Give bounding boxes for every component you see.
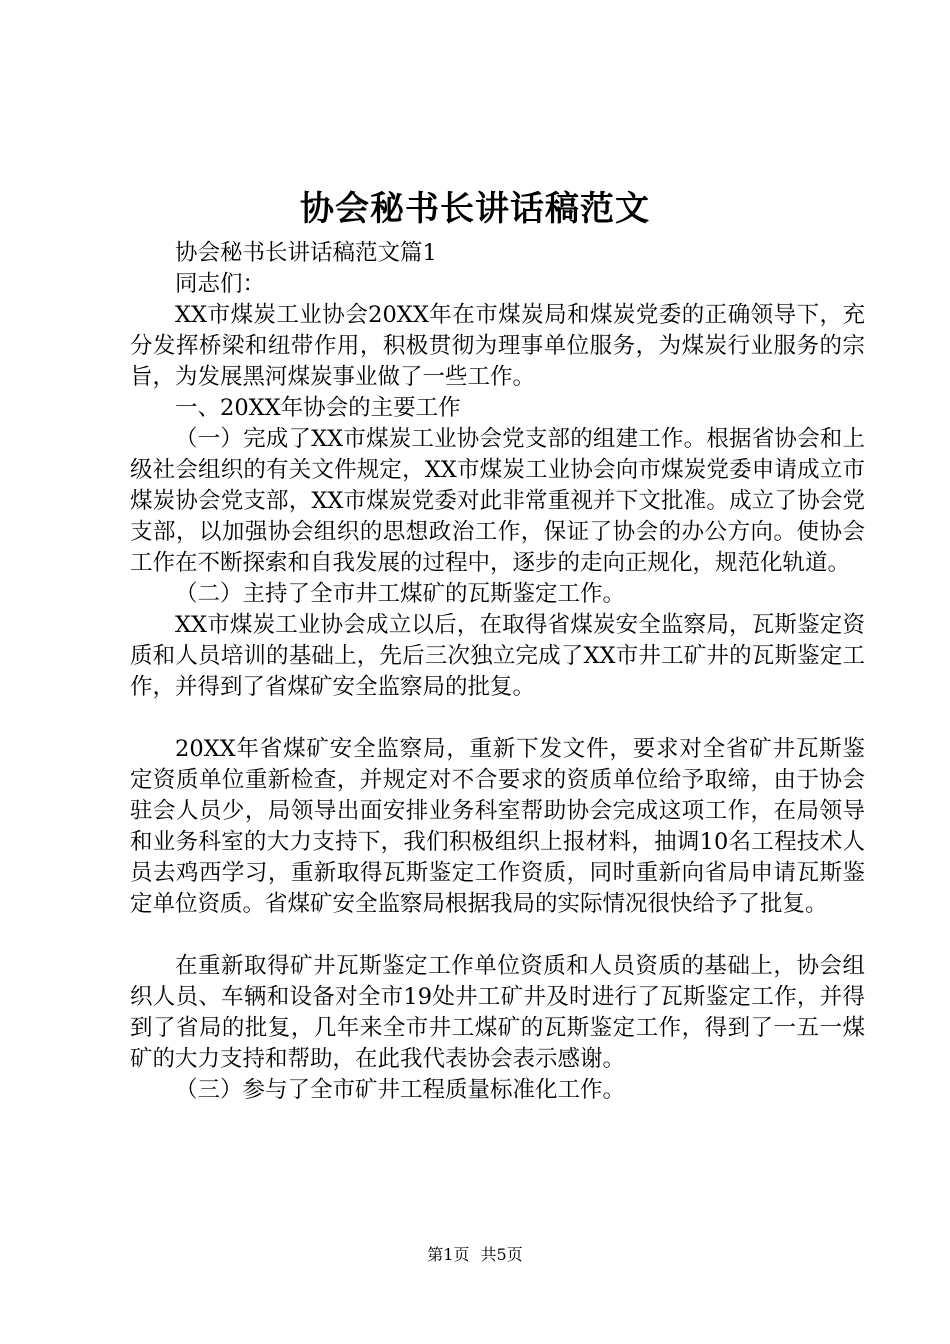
page-number-total: 共5页: [480, 1245, 523, 1264]
paragraph-party-branch: （一）完成了XX市煤炭工业协会党支部的组建工作。根据省协会和上级社会组织的有关文件规定，XX市煤炭工业协会向市煤炭党委申请成立市煤炭协会党支部，XX市煤炭党委对此非常重视并下文批准。成立了协会党支部，以加强协会组织的思想政治工作，保证了协会的办公方向。使协会工作在不断探索和自我发展的过程中，逐步的走向正规化，规范化轨道。: [130, 426, 865, 576]
document-title: 协会秘书长讲话稿范文: [300, 189, 650, 229]
page-number-current: 第1页: [427, 1245, 470, 1264]
subheading-quality-standard: （三）参与了全市矿井工程质量标准化工作。: [175, 1077, 626, 1103]
section-heading-main-work: 一、20XX年协会的主要工作: [175, 395, 461, 421]
document-body: [130, 238, 865, 1106]
page-footer: [0, 1244, 950, 1266]
salutation: 同志们：: [175, 271, 266, 297]
paragraph-gas-appraisal-history: XX市煤炭工业协会成立以后，在取得省煤炭安全监察局，瓦斯鉴定资质和人员培训的基础上，先后三次独立完成了XX市井工矿井的瓦斯鉴定工作，并得到了省煤矿安全监察局的批复。: [130, 612, 865, 700]
paragraph-requalification: 20XX年省煤矿安全监察局，重新下发文件，要求对全省矿井瓦斯鉴定资质单位重新检查，并规定对不合要求的资质单位给予取缔，由于协会驻会人员少，局领导出面安排业务科室帮助协会完成这项工作，在局领导和业务科室的大力支持下，我们积极组织上报材料，抽调10名工程技术人员去鸡西学习，重新取得瓦斯鉴定工作资质，同时重新向省局申请瓦斯鉴定单位资质。省煤矿安全监察局根据我局的实际情况很快给予了批复。: [130, 736, 865, 917]
subheading-gas-appraisal: （二）主持了全市井工煤矿的瓦斯鉴定工作。: [175, 581, 626, 607]
paragraph-intro: XX市煤炭工业协会20XX年在市煤炭局和煤炭党委的正确领导下，充分发挥桥梁和纽带作用，积极贯彻为理事单位服务，为煤炭行业服务的宗旨，为发展黑河煤炭事业做了一些工作。: [130, 302, 865, 390]
paragraph-appraisal-results: 在重新取得矿井瓦斯鉴定工作单位资质和人员资质的基础上，协会组织人员、车辆和设备对全市19处井工矿井及时进行了瓦斯鉴定工作，并得到了省局的批复，几年来全市井工煤矿的瓦斯鉴定工作，得到了一五一煤矿的大力支持和帮助，在此我代表协会表示感谢。: [130, 953, 865, 1072]
section-heading-part1: 协会秘书长讲话稿范文篇1: [175, 240, 437, 266]
